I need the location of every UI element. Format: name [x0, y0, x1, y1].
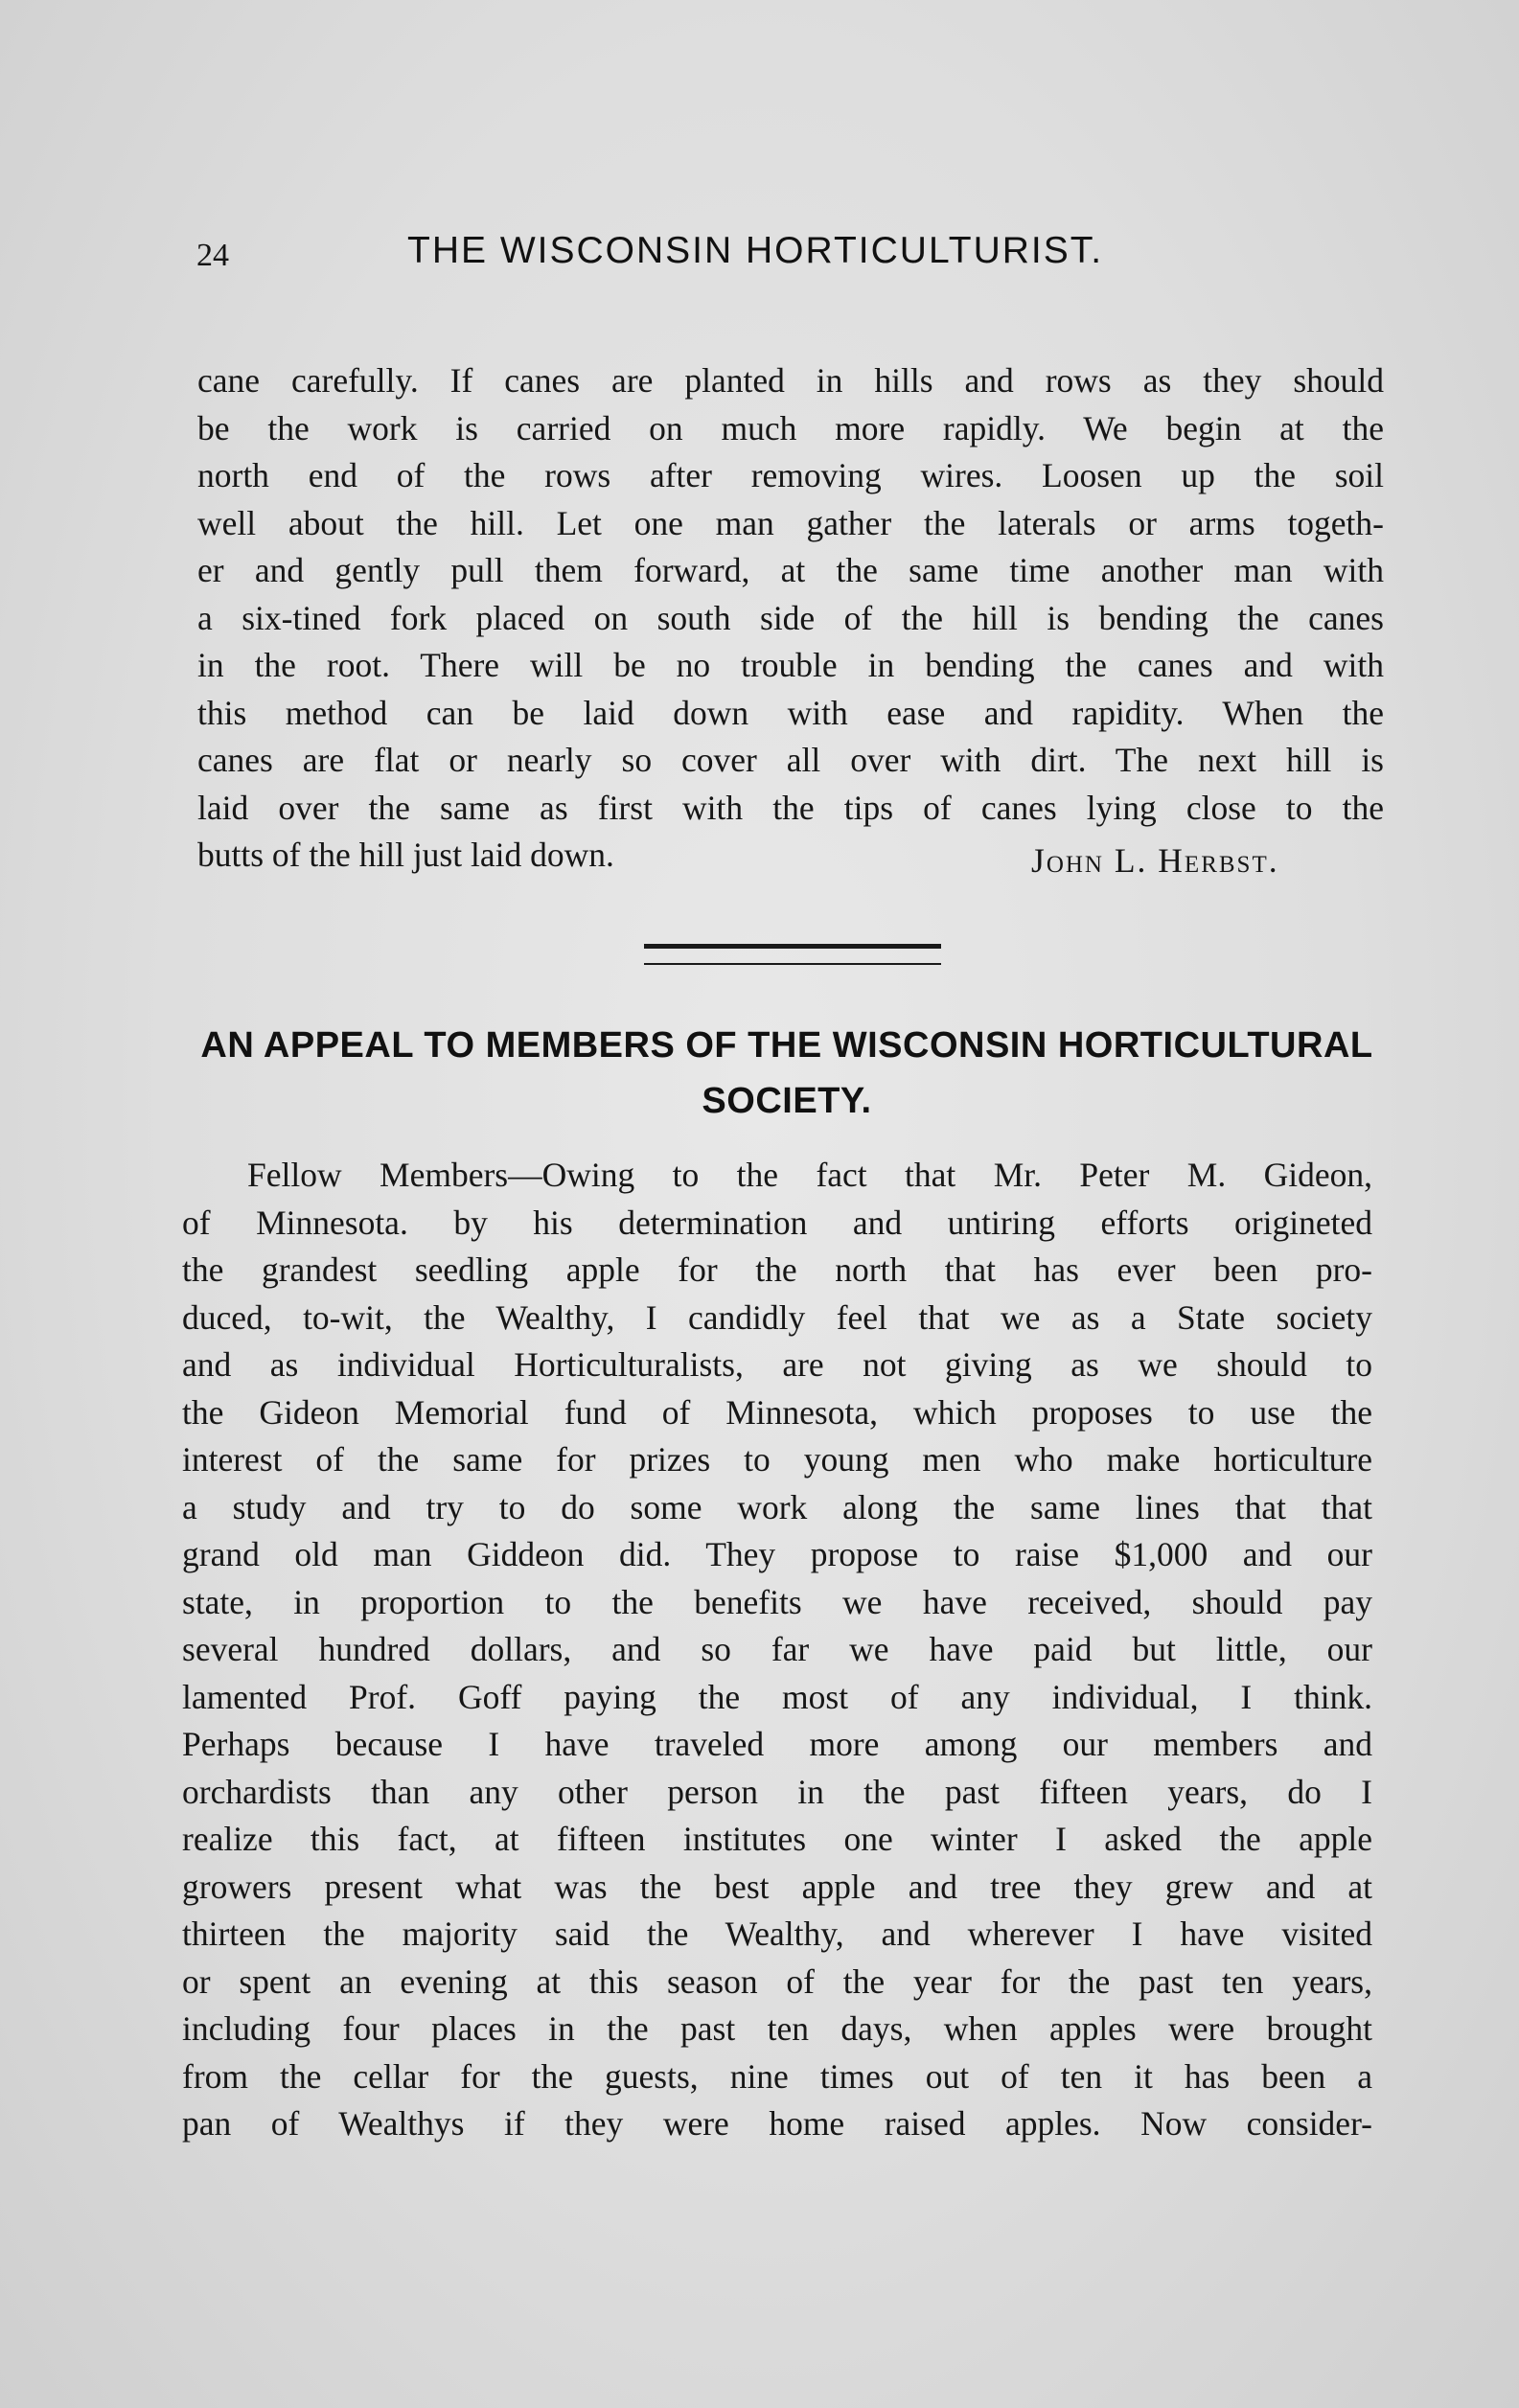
text-line: Perhaps because I have traveled more among our members and — [182, 1725, 1372, 1763]
running-title: THE WISCONSIN HORTICULTURIST. — [407, 230, 1104, 271]
text-line: the grandest seedling apple for the north that has ever been pro- — [182, 1250, 1372, 1289]
article-appeal-paragraph — [182, 1152, 1372, 2148]
text-line: Fellow Members—Owing to the fact that Mr. Peter M. Gideon, — [247, 1156, 1372, 1194]
text-line: be the work is carried on much more rapidly. We begin at the — [197, 408, 1384, 447]
text-line: the Gideon Memorial fund of Minnesota, which proposes to use the — [182, 1392, 1372, 1432]
text-line: butts of the hill just laid down. — [197, 836, 614, 874]
text-line: orchardists than any other person in the past fifteen years, do I — [182, 1772, 1372, 1811]
text-line: of Minnesota. by his determination and untiring efforts origineted — [182, 1203, 1372, 1242]
text-line: north end of the rows after removing wires. Loosen up the soil — [197, 456, 1384, 494]
text-line: this method can be laid down with ease and rapidity. When the — [197, 693, 1384, 732]
text-line: thirteen the majority said the Wealthy, and wherever I have visited — [182, 1915, 1372, 1953]
text-line: from the cellar for the guests, nine times out of ten it has been a — [182, 2056, 1372, 2096]
text-line: and as individual Horticulturalists, are not giving as we should to — [182, 1345, 1372, 1384]
text-line: realize this fact, at fifteen institutes one winter I asked the apple — [182, 1820, 1372, 1858]
text-line: a study and try to do some work along the same lines that that — [182, 1487, 1372, 1526]
text-line: duced, to-wit, the Wealthy, I candidly feel that we as a State society — [182, 1297, 1372, 1337]
text-line: including four places in the past ten days, when apples were brought — [182, 2009, 1372, 2048]
text-line: a six-tined fork placed on south side of the hill is bending the canes — [197, 598, 1384, 637]
text-line: several hundred dollars, and so far we have paid but little, our — [182, 1630, 1372, 1668]
text-line: growers present what was the best apple and tree they grew and at — [182, 1867, 1372, 1906]
text-line: in the root. There will be no trouble in bending the canes and with — [197, 646, 1384, 684]
article-title — [188, 1018, 1386, 1129]
text-line: lamented Prof. Goff paying the most of any individual, I think. — [182, 1677, 1372, 1716]
text-line: laid over the same as first with the tips of canes lying close to the — [197, 788, 1384, 827]
title-line: SOCIETY. — [702, 1081, 872, 1121]
text-line: cane carefully. If canes are planted in hills and rows as they should — [197, 361, 1384, 400]
article-herbst-paragraph — [197, 357, 1384, 880]
author-signature: John L. Herbst. — [1031, 841, 1279, 880]
page-number: 24 — [196, 238, 229, 273]
page-header — [196, 230, 1351, 287]
title-line: AN APPEAL TO MEMBERS OF THE WISCONSIN HORTICULTURAL — [200, 1025, 1373, 1066]
text-line: pan of Wealthys if they were home raised apples. Now consider- — [182, 2104, 1372, 2143]
closing-line — [197, 832, 1384, 880]
section-divider-thick — [644, 944, 941, 949]
text-line: grand old man Giddeon did. They propose to raise $1,000 and our — [182, 1535, 1372, 1573]
section-divider-thin — [644, 963, 941, 965]
text-line: interest of the same for prizes to young men who make horticulture — [182, 1440, 1372, 1479]
text-line: or spent an evening at this season of the year for the past ten years, — [182, 1961, 1372, 2001]
text-line: er and gently pull them forward, at the same time another man with — [197, 551, 1384, 589]
text-line: state, in proportion to the benefits we have received, should pay — [182, 1582, 1372, 1621]
text-line: well about the hill. Let one man gather the laterals or arms togeth- — [197, 503, 1384, 542]
text-line: canes are flat or nearly so cover all over with dirt. The next hill is — [197, 741, 1384, 779]
